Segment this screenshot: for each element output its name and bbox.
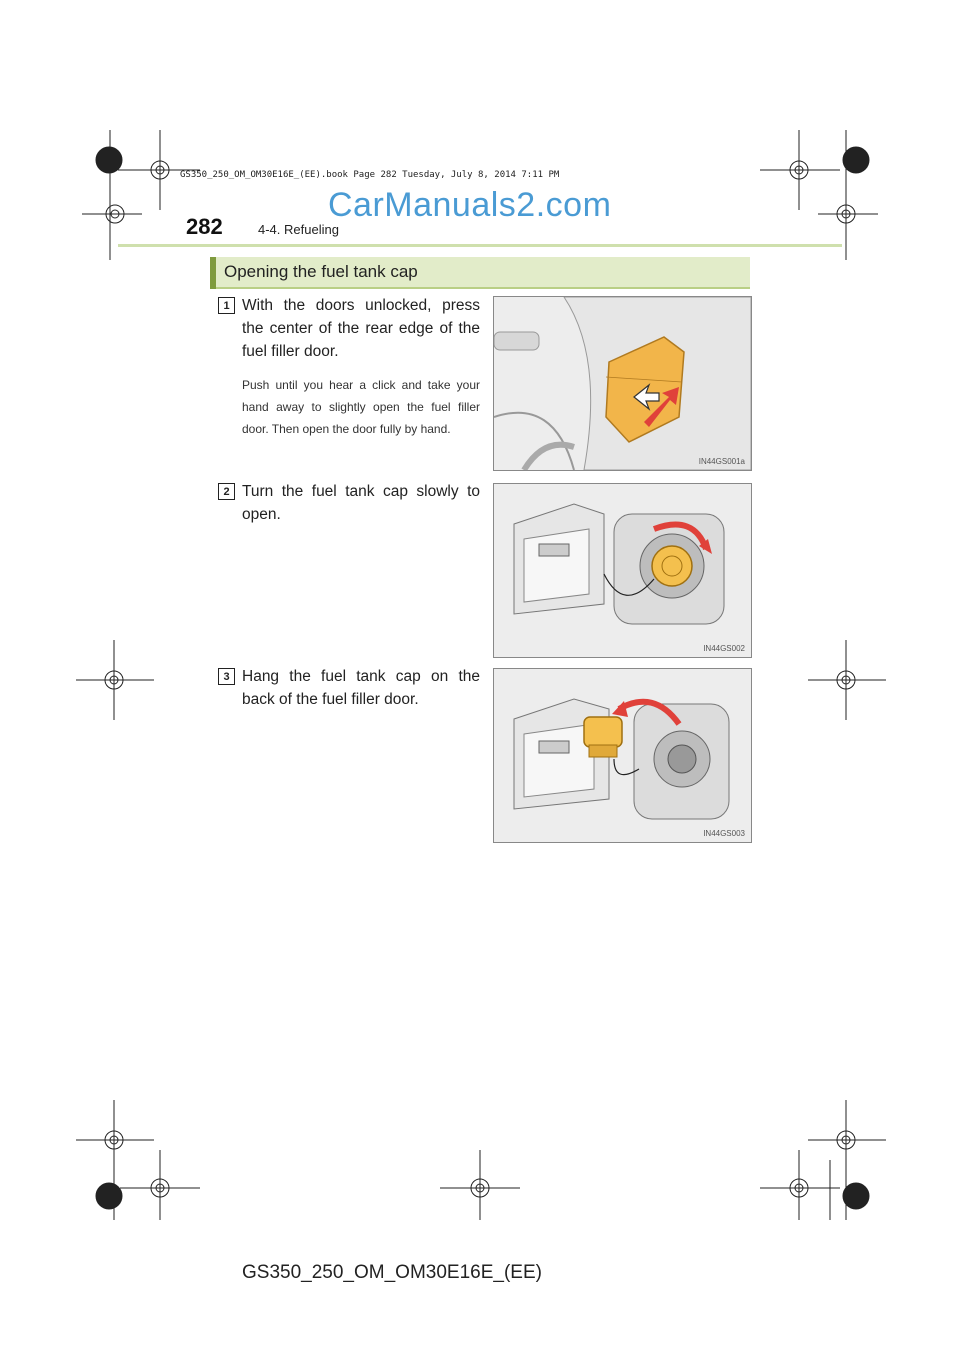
figure-1 [493,296,752,471]
fuel-door-press-illustration [494,297,751,470]
header-rule [118,244,842,247]
fuel-cap-turn-illustration [494,484,751,657]
fuel-cap-hang-illustration [494,669,751,842]
step-2-text: Turn the fuel tank cap slowly to open. [242,483,480,523]
heading-accent [210,257,216,289]
step-number-3: 3 [218,668,235,685]
footer-doc-code: GS350_250_OM_OM30E16E_(EE) [242,1262,542,1283]
figure-2-code: IN44GS002 [703,644,745,653]
section-heading: Opening the fuel tank cap [224,262,418,281]
step-number-2: 2 [218,483,235,500]
step-number-1: 1 [218,297,235,314]
step-1-note: Push until you hear a click and take your hand away to slightly open the fuel filler door. Then open the door fully by hand. [242,378,480,436]
step-1-text: With the doors unlocked, press the center of the rear edge of the fuel filler door. [242,297,480,360]
figure-1-code: IN44GS001a [698,457,745,466]
step-3-text: Hang the fuel tank cap on the back of the fuel filler door. [242,668,480,708]
figure-3 [493,668,752,843]
figure-2 [493,483,752,658]
watermark: CarManuals2.com [328,186,612,224]
page-number: 282 [186,214,223,239]
section-title: 4-4. Refueling [258,222,339,237]
figure-3-code: IN44GS003 [703,829,745,838]
print-info: GS350_250_OM_OM30E16E_(EE).book Page 282 Tuesday, July 8, 2014 7:11 PM [180,170,560,180]
